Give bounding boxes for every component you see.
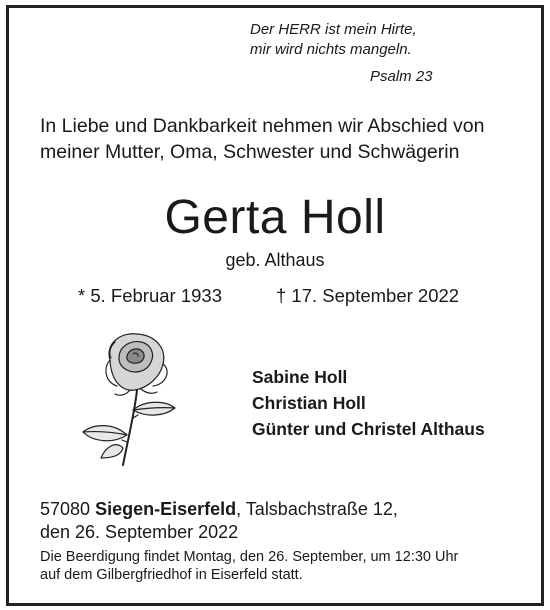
street: , Talsbachstraße 12, — [236, 499, 398, 519]
quote-line-1: Der HERR ist mein Hirte, — [250, 21, 417, 38]
funeral-info — [40, 548, 458, 584]
mourners-list — [252, 364, 485, 442]
maiden-name: geb. Althaus — [225, 250, 325, 270]
intro-text — [40, 113, 484, 165]
mourner-name: Sabine Holl — [252, 367, 348, 387]
intro-line-2: meiner Mutter, Oma, Schwester und Schwägerin — [40, 141, 460, 163]
deceased-name: Gerta Holl — [164, 191, 386, 244]
funeral-line-1: Die Beerdigung findet Montag, den 26. September, um 12:30 Uhr — [40, 549, 459, 565]
notice-date: den 26. September 2022 — [40, 522, 239, 542]
mourner-name: Christian Holl — [252, 393, 366, 413]
intro-line-1: In Liebe und Dankbarkeit nehmen wir Abschied von — [40, 115, 485, 137]
city: Siegen-Eiserfeld — [95, 499, 237, 519]
birth-date: * 5. Februar 1933 — [78, 285, 222, 306]
rose-illustration — [75, 330, 185, 470]
death-date: † 17. September 2022 — [276, 285, 460, 306]
mourner-name: Günter und Christel Althaus — [252, 419, 485, 439]
address-block — [40, 498, 398, 544]
bible-quote — [250, 20, 417, 60]
quote-source: Psalm 23 — [370, 68, 433, 85]
funeral-line-2: auf dem Gilbergfriedhof in Eiserfeld statt. — [40, 567, 303, 583]
address-line — [40, 498, 398, 521]
postcode: 57080 — [40, 499, 91, 519]
quote-line-2: mir wird nichts mangeln. — [250, 41, 412, 58]
